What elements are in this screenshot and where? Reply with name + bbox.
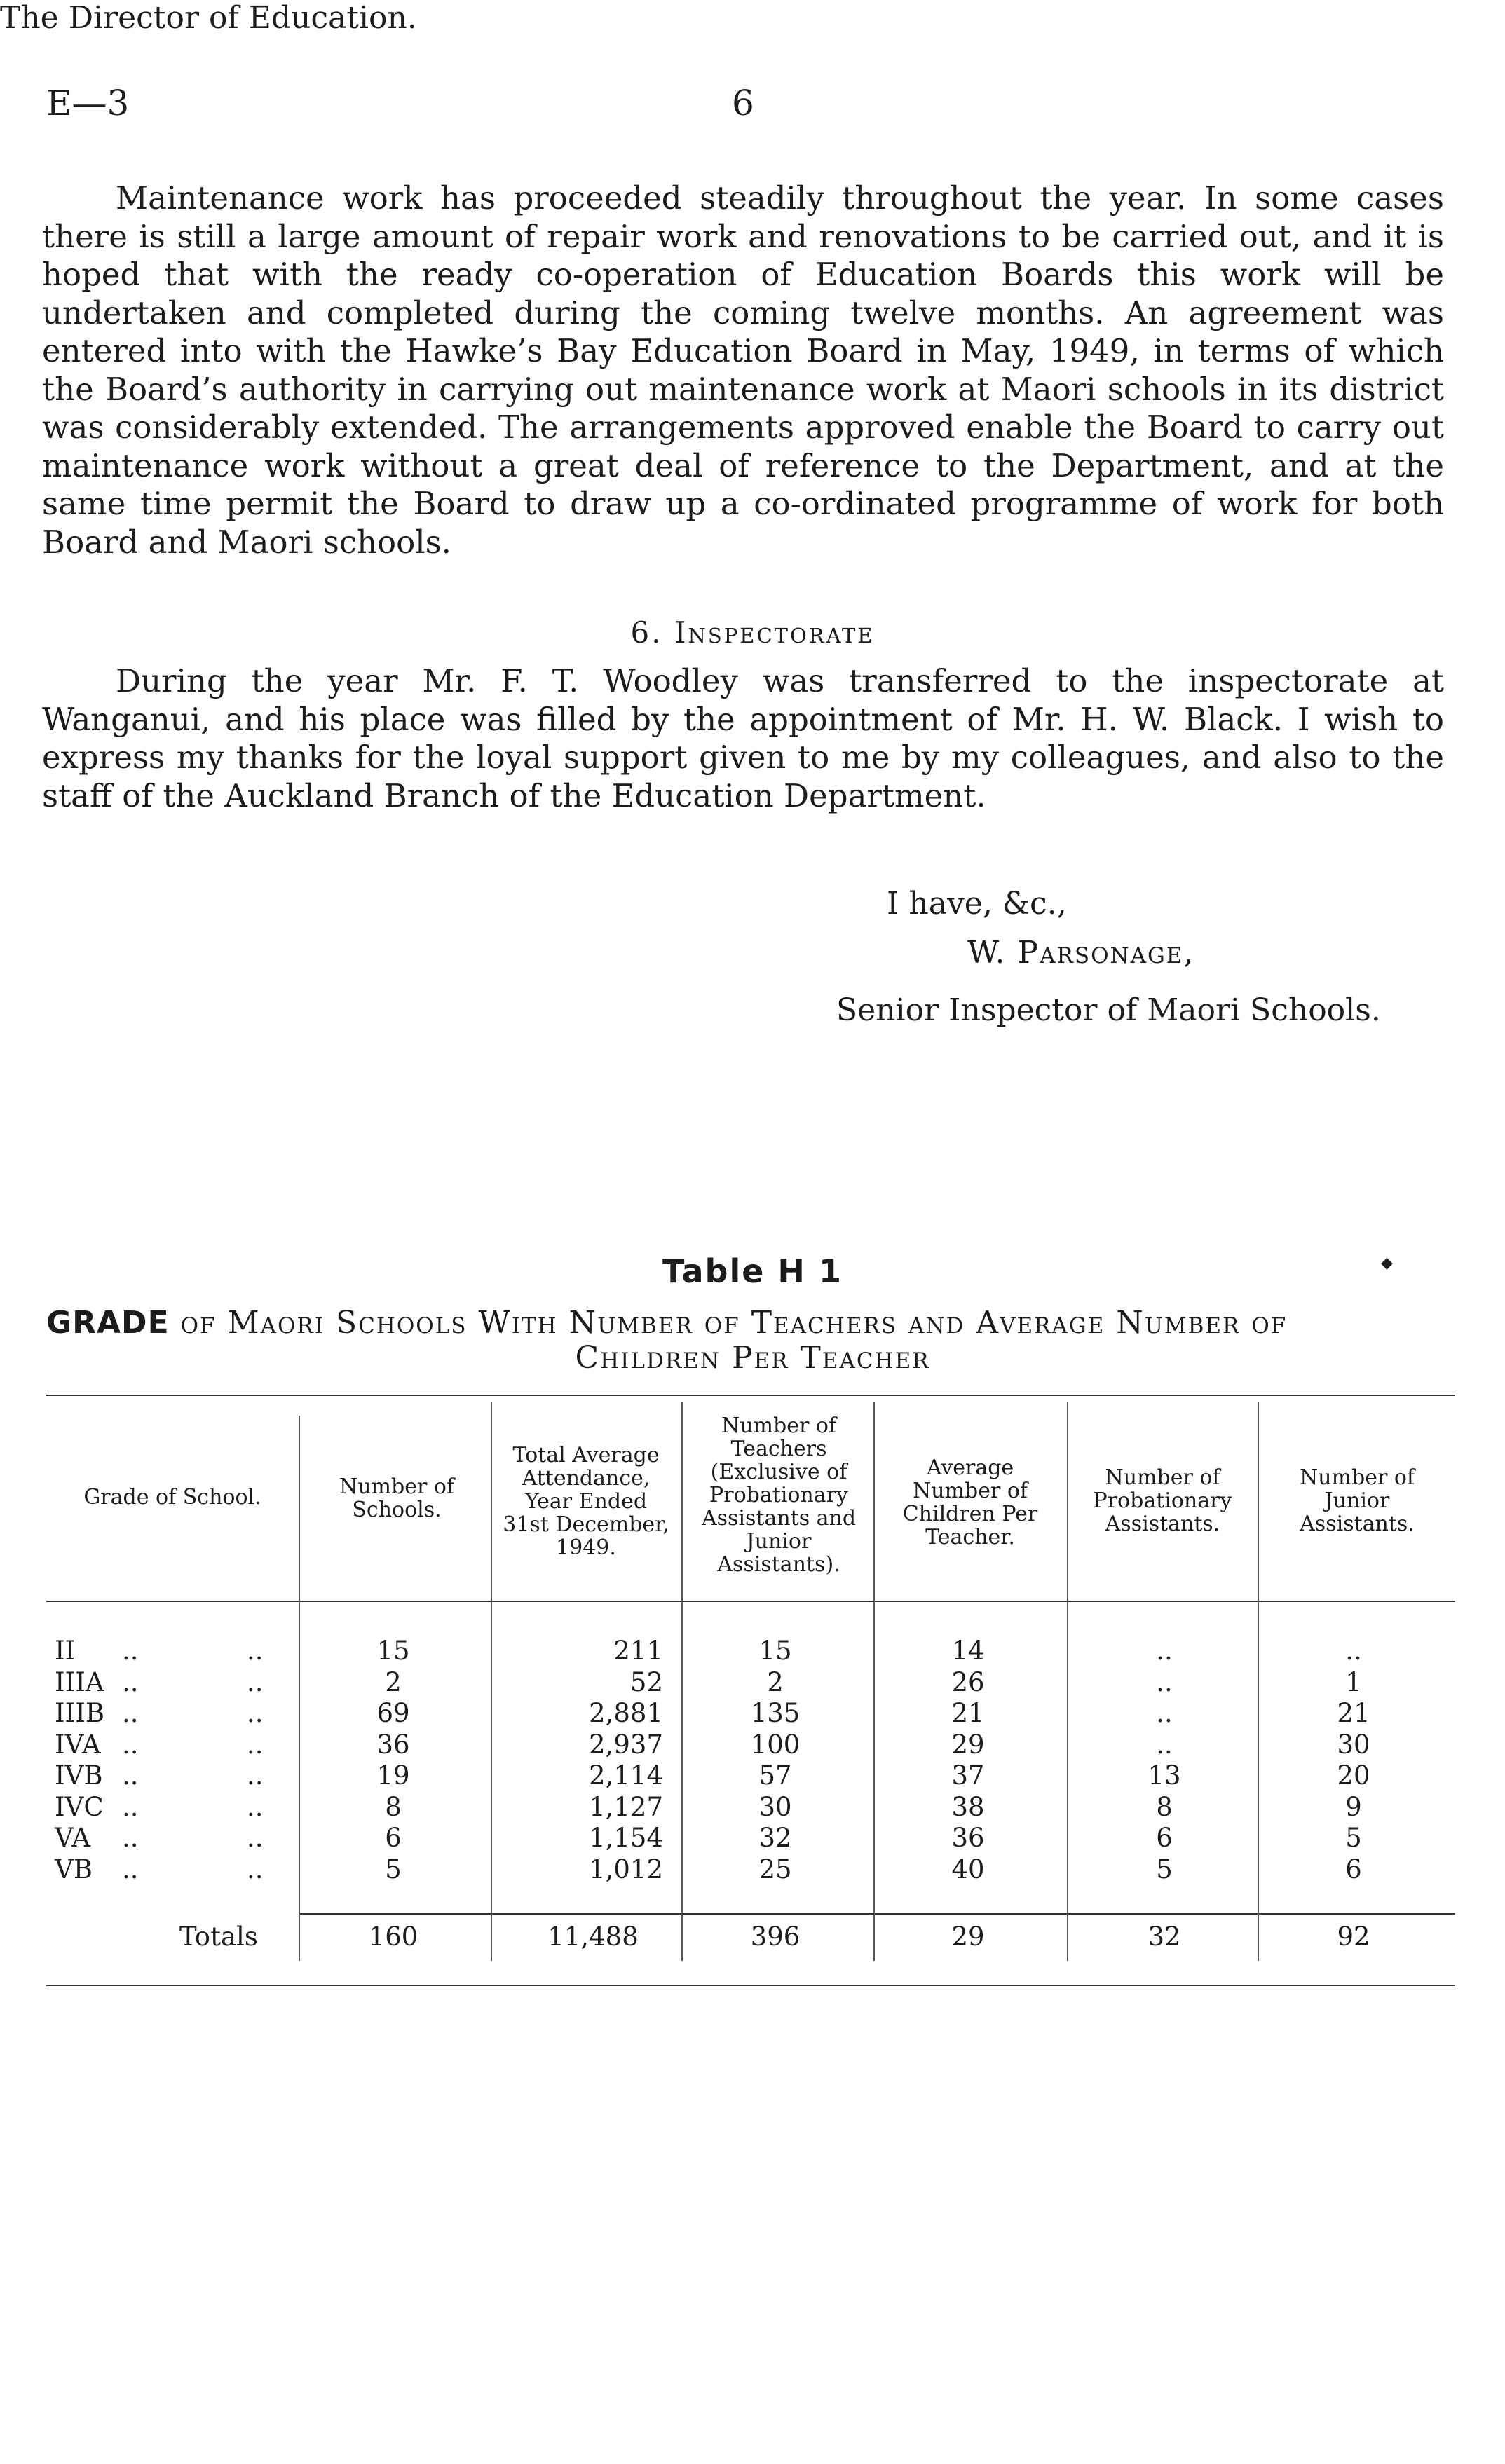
col-header-schools: Number of Schools.	[339, 1474, 455, 1522]
leader-dots: ..	[122, 1854, 139, 1884]
attendance-cell: 2,881	[589, 1698, 663, 1728]
leader-dots: ..	[247, 1760, 264, 1791]
attendance-cell: 211	[613, 1636, 663, 1666]
grade-cell	[46, 1698, 278, 1730]
attendance-cell: 1,127	[589, 1791, 663, 1822]
table-bottom-rule	[46, 1985, 1455, 1986]
totals-label: Totals	[179, 1922, 258, 1952]
probationary-cell: 8	[1156, 1791, 1173, 1822]
inspectorate-paragraph: During the year Mr. F. T. Woodley was transferred to the inspectorate at Wanganui, and his place was filled by the appointment of Mr. H. W. Black. I wish to express my thanks for the loyal support given to me by my colleagues, and also to the staff of the Auckland Branch of the Education Department.	[42, 662, 1444, 814]
schools-cell: 2	[385, 1666, 402, 1697]
grade-cell	[46, 1760, 278, 1792]
total-avg-children: 29	[951, 1922, 985, 1952]
teachers-cell: 57	[758, 1760, 792, 1791]
signature-name: W. Parsonage,	[967, 935, 1195, 971]
teachers-cell: 2	[767, 1666, 784, 1697]
probationary-cell: ..	[1156, 1666, 1173, 1697]
avg-children-cell: 26	[951, 1666, 985, 1697]
junior-cell: 30	[1337, 1729, 1370, 1760]
grade-cell	[46, 1730, 278, 1761]
grade-value: IVC	[55, 1791, 104, 1822]
junior-cell: 20	[1337, 1760, 1370, 1791]
grade-value: IVB	[55, 1760, 103, 1791]
col-divider-5	[1067, 1402, 1068, 1961]
leader-dots: ..	[122, 1698, 139, 1728]
teachers-cell: 15	[758, 1636, 792, 1666]
attendance-cell: 2,937	[589, 1729, 663, 1760]
col-header-probationary: Number of Probationary Assistants.	[1093, 1465, 1232, 1536]
section-heading: 6. Inspectorate	[630, 615, 875, 650]
signature-title: Senior Inspector of Maori Schools.	[836, 992, 1381, 1028]
leader-dots: ..	[122, 1636, 139, 1666]
col-header-avg-children: Average Number of Children Per Teacher.	[902, 1456, 1038, 1549]
col-header-attendance: Total Average Attendance, Year Ended 31st December, 1949.	[503, 1443, 669, 1560]
total-probationary: 32	[1148, 1922, 1181, 1952]
leader-dots: ..	[247, 1698, 264, 1728]
grade-value: IIIB	[55, 1698, 105, 1728]
table-title-line2: Children Per Teacher	[575, 1340, 930, 1376]
grade-value: IVA	[55, 1729, 101, 1760]
col-divider-4	[873, 1402, 875, 1961]
table-title-rest: of Maori Schools With Number of Teachers and Average Number of	[180, 1305, 1288, 1341]
total-junior: 92	[1337, 1922, 1370, 1952]
grade-cell	[46, 1792, 278, 1823]
col-divider-1	[299, 1416, 300, 1961]
schools-cell: 69	[376, 1698, 410, 1728]
table-top-rule	[46, 1395, 1455, 1396]
leader-dots: ..	[122, 1760, 139, 1791]
grade-value: IIIA	[55, 1666, 104, 1697]
grade-cell	[46, 1854, 278, 1886]
table-label: Table H 1	[662, 1252, 843, 1290]
col-header-grade: Grade of School.	[83, 1485, 261, 1510]
grade-cell	[46, 1667, 278, 1699]
probationary-cell: ..	[1156, 1729, 1173, 1760]
teachers-cell: 135	[750, 1698, 801, 1728]
schools-cell: 5	[385, 1854, 402, 1884]
teachers-cell: 100	[750, 1729, 801, 1760]
col-header-junior: Number of Junior Assistants.	[1299, 1465, 1415, 1536]
grade-cell	[46, 1636, 278, 1667]
col-divider-3	[681, 1402, 683, 1961]
leader-dots: ..	[247, 1823, 264, 1853]
schools-cell: 8	[385, 1791, 402, 1822]
table-title	[46, 1305, 1287, 1341]
probationary-cell: ..	[1156, 1698, 1173, 1728]
leader-dots: ..	[122, 1823, 139, 1853]
addressee: The Director of Education.	[0, 0, 417, 36]
grade-value: II	[55, 1636, 76, 1666]
junior-cell: 21	[1337, 1698, 1370, 1728]
probationary-cell: 5	[1156, 1854, 1173, 1884]
schools-cell: 36	[376, 1729, 410, 1760]
grade-value: VA	[55, 1823, 90, 1853]
schools-cell: 15	[376, 1636, 410, 1666]
avg-children-cell: 14	[951, 1636, 985, 1666]
teachers-cell: 25	[758, 1854, 792, 1884]
probationary-cell: 6	[1156, 1823, 1173, 1853]
junior-cell: 9	[1345, 1791, 1362, 1822]
junior-cell: ..	[1345, 1636, 1362, 1666]
leader-dots: ..	[247, 1791, 264, 1822]
probationary-cell: 13	[1148, 1760, 1181, 1791]
avg-children-cell: 29	[951, 1729, 985, 1760]
schools-cell: 6	[385, 1823, 402, 1853]
avg-children-cell: 36	[951, 1823, 985, 1853]
junior-cell: 5	[1345, 1823, 1362, 1853]
schools-cell: 19	[376, 1760, 410, 1791]
table-title-lead: GRADE	[46, 1305, 170, 1341]
leader-dots: ..	[122, 1729, 139, 1760]
attendance-cell: 52	[629, 1666, 663, 1697]
col-divider-2	[491, 1402, 492, 1961]
teachers-cell: 32	[758, 1823, 792, 1853]
total-schools: 160	[368, 1922, 418, 1952]
avg-children-cell: 40	[951, 1854, 985, 1884]
avg-children-cell: 38	[951, 1791, 985, 1822]
attendance-cell: 1,012	[589, 1854, 663, 1884]
totals-rule	[299, 1913, 1455, 1915]
grade-value: VB	[55, 1854, 93, 1884]
attendance-cell: 1,154	[589, 1823, 663, 1853]
page-reference: E—3	[46, 83, 130, 123]
col-divider-6	[1258, 1402, 1259, 1961]
leader-dots: ..	[247, 1854, 264, 1884]
data-table	[46, 1395, 1455, 1994]
junior-cell: 6	[1345, 1854, 1362, 1884]
attendance-cell: 2,114	[589, 1760, 663, 1791]
grade-cell	[46, 1823, 278, 1854]
total-teachers: 396	[750, 1922, 801, 1952]
leader-dots: ..	[122, 1791, 139, 1822]
probationary-cell: ..	[1156, 1636, 1173, 1666]
leader-dots: ..	[247, 1729, 264, 1760]
leader-dots: ..	[122, 1666, 139, 1697]
avg-children-cell: 21	[951, 1698, 985, 1728]
signature-greeting: I have, &c.,	[887, 886, 1067, 922]
page-number: 6	[732, 83, 754, 123]
maintenance-paragraph: Maintenance work has proceeded steadily throughout the year. In some cases there is still a large amount of repair work and renovations to be carried out, and it is hoped that with the ready co-operation of Education Boards this work will be undertaken and completed during the coming twelve months. An agreement was entered into with the Hawke’s Bay Education Board in May, 1949, in terms of which the Board’s authority in carrying out maintenance work at Maori schools in its district was considerably extended. The arrangements approved enable the Board to carry out maintenance work without a great deal of reference to the Department, and at the same time permit the Board to draw up a co-ordinated programme of work for both Board and Maori schools.	[42, 179, 1444, 561]
total-attendance: 11,488	[547, 1922, 639, 1952]
leader-dots: ..	[247, 1666, 264, 1697]
col-header-teachers: Number of Teachers (Exclusive of Probationary Assistants and Junior Assistants).	[701, 1414, 857, 1577]
junior-cell: 1	[1345, 1666, 1362, 1697]
teachers-cell: 30	[758, 1791, 792, 1822]
corner-mark: ◆	[1381, 1254, 1393, 1272]
avg-children-cell: 37	[951, 1760, 985, 1791]
leader-dots: ..	[247, 1636, 264, 1666]
header-bottom-rule	[46, 1601, 1455, 1602]
